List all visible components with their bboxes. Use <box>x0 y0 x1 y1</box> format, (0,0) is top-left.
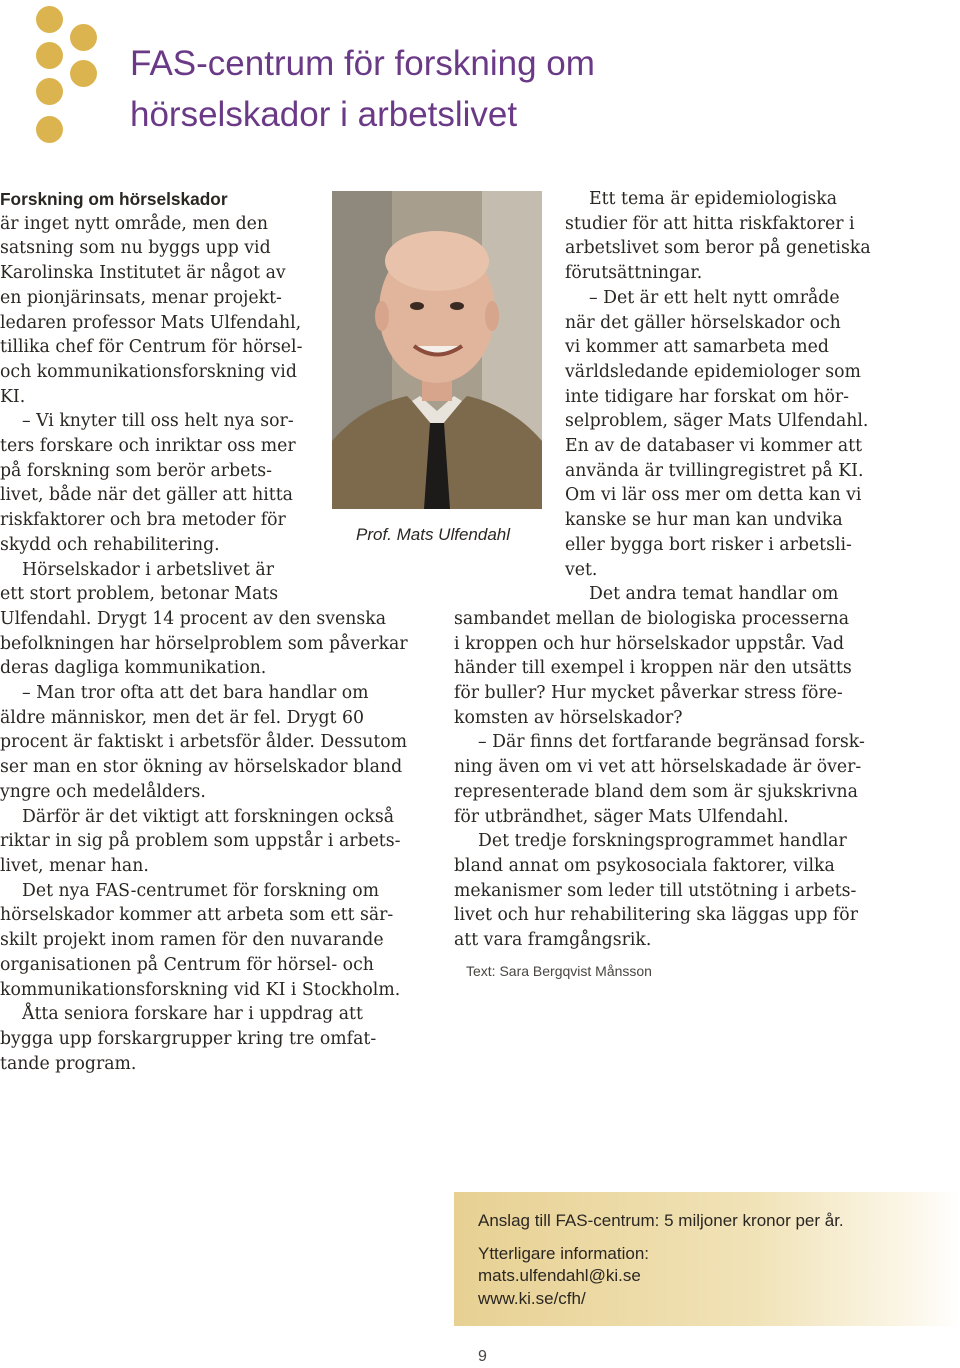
dot <box>36 116 63 143</box>
right-column <box>454 187 884 953</box>
page-number: 9 <box>478 1348 487 1365</box>
left-paragraph-3b: Ulfendahl. Drygt 14 procent av den svenska befolkningen har hörselproblem som påverkar deras dagliga kommunikation. <box>0 608 408 679</box>
right-paragraph-1: Ett tema är epidemiologiska studier för att hitta riskfaktorer i arbetslivet som beror på genetiska förutsättningar. <box>565 189 871 284</box>
dot <box>36 42 63 69</box>
left-p1-text: är inget nytt område, men den satsning som nu byggs upp vid Karolinska Institutet är något av en pionjärinsats, menar projekt- ledaren professor Mats Ulfendahl, tillika chef för Centrum för hörsel- och kommunikationsforskning vid KI. <box>0 213 303 407</box>
right-paragraph-5: Det tredje forskningsprogrammet handlar bland annat om psykosociala faktorer, vilka mekanismer som leder till utstötning i arbets- livet och hur rehabilitering ska läggas upp för att vara framgångsrik. <box>454 831 858 951</box>
right-paragraph-3b: sambandet mellan de biologiska processerna i kroppen och hur hörselskador uppstår. Vad händer till exempel i kroppen när den utsätts för buller? Hur mycket påverkar stress före- komsten av hörselskador? <box>454 608 852 728</box>
funding-line: Anslag till FAS-centrum: 5 miljoner kronor per år. <box>478 1211 844 1230</box>
article-title <box>130 38 730 140</box>
dot <box>70 60 97 87</box>
left-paragraph-4: – Man tror ofta att det bara handlar om äldre människor, men det är fel. Drygt 60 procent är faktiskt i arbetsför ålder. Dessutom ser man en stor ökning av hörselskador bland yngre och medelålders. <box>0 683 408 802</box>
left-paragraph-5: Därför är det viktigt att forskningen också riktar in sig på problem som uppstår i arbets- livet, menar han. <box>0 806 401 876</box>
left-paragraph-1 <box>0 187 330 409</box>
left-paragraph-3a: Hörselskador i arbetslivet är ett stort problem, betonar Mats <box>0 559 279 605</box>
right-paragraph-4: – Där finns det fortfarande begränsad forsk- ning även om vi vet att hörselskadade är över- representerade bland dem som är sjukskrivna för utbrändhet, säger Mats Ulfendahl. <box>454 732 865 827</box>
title-line-2: hörselskador i arbetslivet <box>130 95 518 134</box>
right-paragraph-3a: Det andra temat handlar om <box>589 584 839 605</box>
title-line-1: FAS-centrum för forskning om <box>130 44 595 83</box>
decorative-dots-logo <box>34 6 104 156</box>
lead-heading: Forskning om hörselskador <box>0 189 228 209</box>
dot <box>36 78 63 105</box>
info-box <box>454 1192 960 1326</box>
contact-email-link[interactable]: mats.ulfendahl@ki.se <box>478 1266 641 1285</box>
website-link[interactable]: www.ki.se/cfh/ <box>478 1288 586 1308</box>
dot <box>70 24 97 51</box>
left-paragraph-7: Åtta seniora forskare har i uppdrag att bygga upp forskargrupper kring tre omfat- tande program. <box>0 1004 377 1074</box>
dot <box>36 6 63 33</box>
left-paragraph-6: Det nya FAS-centrumet för forskning om hörselskador kommer att arbeta som ett sär- skilt projekt inom ramen för den nuvarande organisationen på Centrum för hörsel- och kommunikationsforskning vid KI i Stockholm. <box>0 880 401 1000</box>
more-info-label: Ytterligare information: <box>478 1243 650 1263</box>
photo-caption: Prof. Mats Ulfendahl <box>356 525 511 544</box>
author-credit: Text: Sara Bergqvist Månsson <box>466 963 652 979</box>
left-paragraph-2: – Vi knyter till oss helt nya sor- ters forskare och inriktar oss mer på forskning som berör arbets- livet, både när det gäller att hitta riskfaktorer och bra metoder för skydd och rehabilitering. <box>0 411 296 555</box>
right-paragraph-2: – Det är ett helt nytt område när det gäller hörselskador och vi kommer att samarbeta med världsledande epidemiologer som inte tidigare har forskat om hör- selproblem, säger Mats Ulfendahl. En av de databaser vi kommer att använda är tvillingregistret på KI. Om vi lär oss mer om detta kan vi kanske se hur man kan undvika eller bygga bort risker i arbetsli- vet. <box>565 287 869 580</box>
